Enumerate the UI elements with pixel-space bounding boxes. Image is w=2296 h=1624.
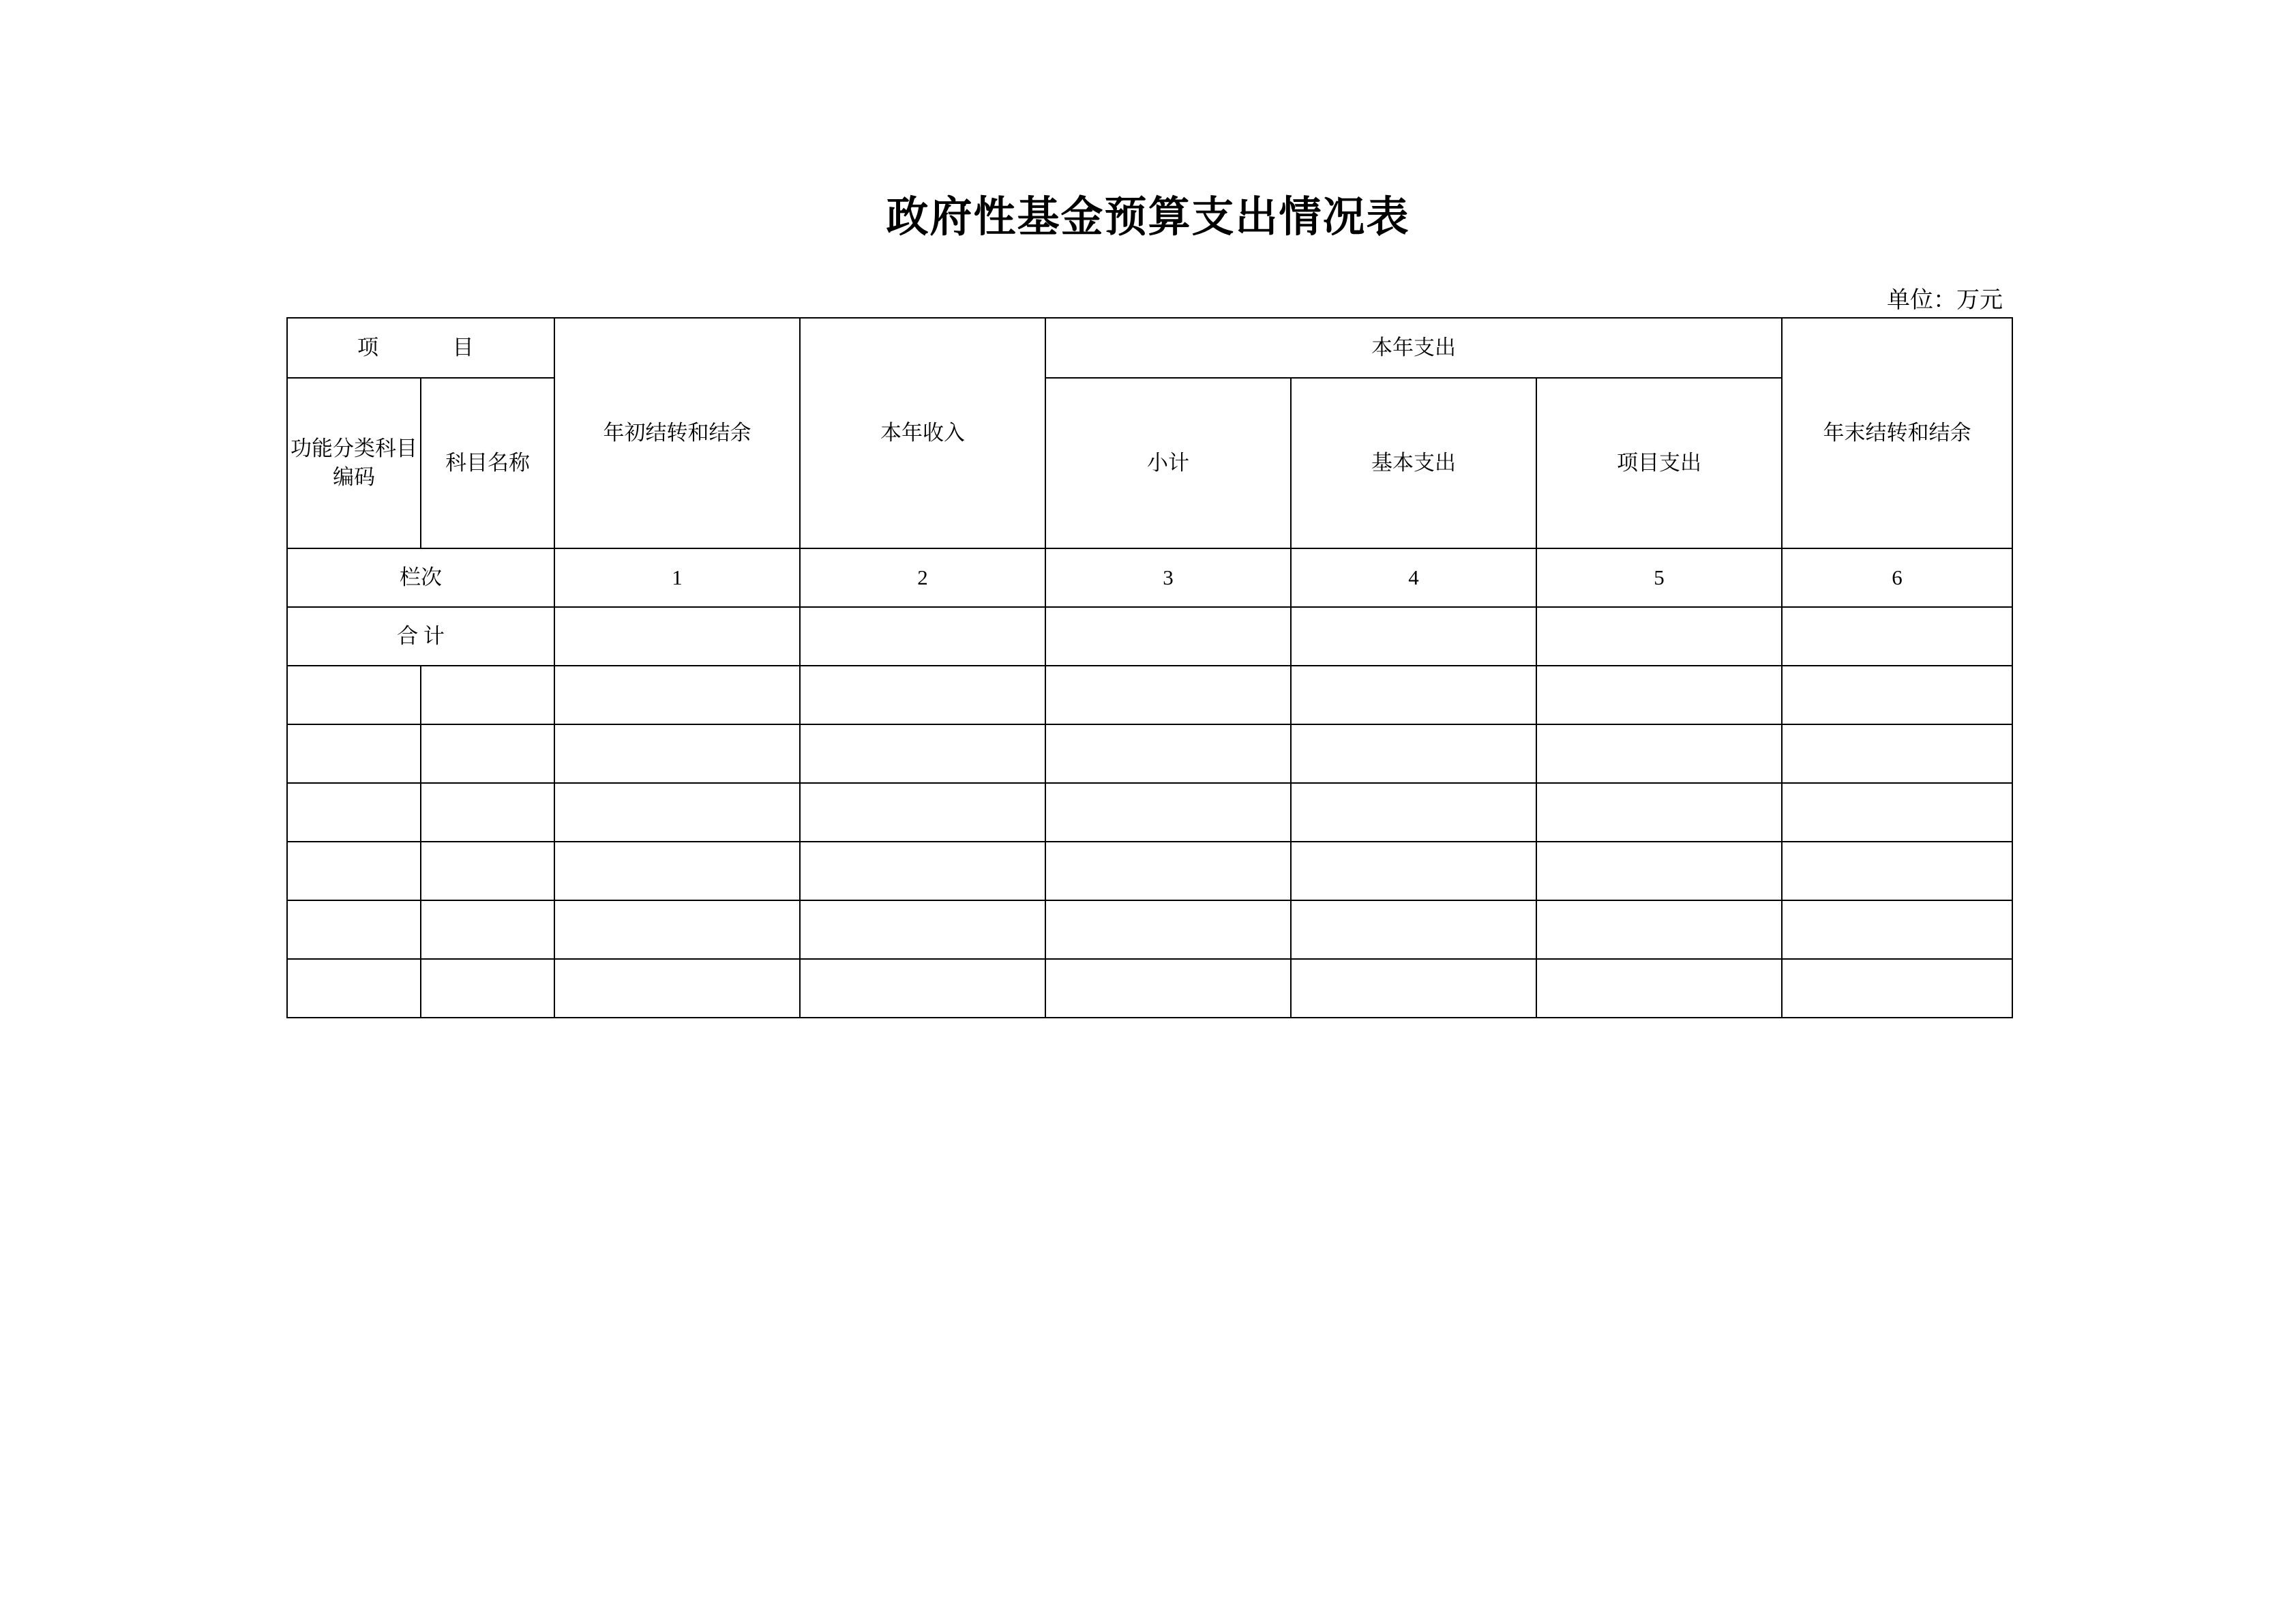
table-row: [287, 900, 2012, 959]
header-year-expenditure-group: 本年支出: [1045, 318, 1782, 378]
cell-year-income[interactable]: [800, 724, 1045, 783]
cell-basic-expenditure[interactable]: [1291, 959, 1536, 1018]
budget-table: [286, 317, 2013, 1018]
table-row: [287, 666, 2012, 724]
cell-basic-expenditure[interactable]: [1291, 724, 1536, 783]
table-row: [287, 959, 2012, 1018]
cell-subtotal[interactable]: [1045, 783, 1291, 842]
cell-subtotal[interactable]: [1045, 959, 1291, 1018]
unit-note: 单位：万元: [1887, 288, 2003, 313]
column-number-label: 栏次: [287, 548, 554, 607]
cell-year-income[interactable]: [800, 842, 1045, 900]
cell-project-expenditure[interactable]: [1536, 666, 1782, 724]
cell-year-income[interactable]: [800, 900, 1045, 959]
total-cell-5[interactable]: [1536, 607, 1782, 666]
cell-end-balance[interactable]: [1782, 959, 2012, 1018]
column-number-3: 3: [1045, 548, 1291, 607]
cell-name[interactable]: [421, 783, 554, 842]
header-item-group: 项 目: [287, 318, 554, 378]
cell-name[interactable]: [421, 959, 554, 1018]
cell-year-income[interactable]: [800, 666, 1045, 724]
cell-name[interactable]: [421, 842, 554, 900]
total-cell-1[interactable]: [554, 607, 800, 666]
header-basic-expenditure: 基本支出: [1291, 378, 1536, 548]
cell-end-balance[interactable]: [1782, 724, 2012, 783]
page-title: 政府性基金预算支出情况表: [886, 194, 1410, 241]
cell-project-expenditure[interactable]: [1536, 724, 1782, 783]
cell-name[interactable]: [421, 724, 554, 783]
cell-begin-balance[interactable]: [554, 724, 800, 783]
header-end-balance: 年末结转和结余: [1782, 318, 2012, 548]
column-number-2: 2: [800, 548, 1045, 607]
header-year-income: 本年收入: [800, 318, 1045, 548]
cell-end-balance[interactable]: [1782, 900, 2012, 959]
cell-begin-balance[interactable]: [554, 842, 800, 900]
header-subject-name: 科目名称: [421, 378, 554, 548]
cell-code[interactable]: [287, 842, 421, 900]
cell-begin-balance[interactable]: [554, 666, 800, 724]
column-number-1: 1: [554, 548, 800, 607]
budget-table-container: [286, 317, 2012, 1018]
cell-year-income[interactable]: [800, 783, 1045, 842]
cell-basic-expenditure[interactable]: [1291, 666, 1536, 724]
column-number-6: 6: [1782, 548, 2012, 607]
table-row: [287, 724, 2012, 783]
cell-code[interactable]: [287, 666, 421, 724]
total-row-label: 合 计: [287, 607, 554, 666]
cell-subtotal[interactable]: [1045, 842, 1291, 900]
table-row: [287, 842, 2012, 900]
cell-end-balance[interactable]: [1782, 666, 2012, 724]
header-project-expenditure: 项目支出: [1536, 378, 1782, 548]
cell-code[interactable]: [287, 783, 421, 842]
cell-end-balance[interactable]: [1782, 783, 2012, 842]
total-cell-6[interactable]: [1782, 607, 2012, 666]
table-header-row-1: [287, 318, 2012, 378]
cell-project-expenditure[interactable]: [1536, 959, 1782, 1018]
total-cell-4[interactable]: [1291, 607, 1536, 666]
cell-begin-balance[interactable]: [554, 959, 800, 1018]
cell-code[interactable]: [287, 724, 421, 783]
cell-code[interactable]: [287, 959, 421, 1018]
cell-basic-expenditure[interactable]: [1291, 842, 1536, 900]
cell-begin-balance[interactable]: [554, 900, 800, 959]
column-number-row: [287, 548, 2012, 607]
cell-name[interactable]: [421, 900, 554, 959]
cell-begin-balance[interactable]: [554, 783, 800, 842]
cell-name[interactable]: [421, 666, 554, 724]
table-row: [287, 783, 2012, 842]
header-subtotal: 小计: [1045, 378, 1291, 548]
cell-end-balance[interactable]: [1782, 842, 2012, 900]
cell-code[interactable]: [287, 900, 421, 959]
column-number-4: 4: [1291, 548, 1536, 607]
cell-basic-expenditure[interactable]: [1291, 783, 1536, 842]
column-number-5: 5: [1536, 548, 1782, 607]
total-row: [287, 607, 2012, 666]
cell-subtotal[interactable]: [1045, 900, 1291, 959]
cell-project-expenditure[interactable]: [1536, 900, 1782, 959]
cell-subtotal[interactable]: [1045, 666, 1291, 724]
total-cell-3[interactable]: [1045, 607, 1291, 666]
cell-year-income[interactable]: [800, 959, 1045, 1018]
cell-project-expenditure[interactable]: [1536, 842, 1782, 900]
total-cell-2[interactable]: [800, 607, 1045, 666]
header-begin-balance: 年初结转和结余: [554, 318, 800, 548]
header-function-code: 功能分类科目编码: [287, 378, 421, 548]
cell-project-expenditure[interactable]: [1536, 783, 1782, 842]
table-header-row-2: [287, 378, 2012, 548]
cell-subtotal[interactable]: [1045, 724, 1291, 783]
cell-basic-expenditure[interactable]: [1291, 900, 1536, 959]
